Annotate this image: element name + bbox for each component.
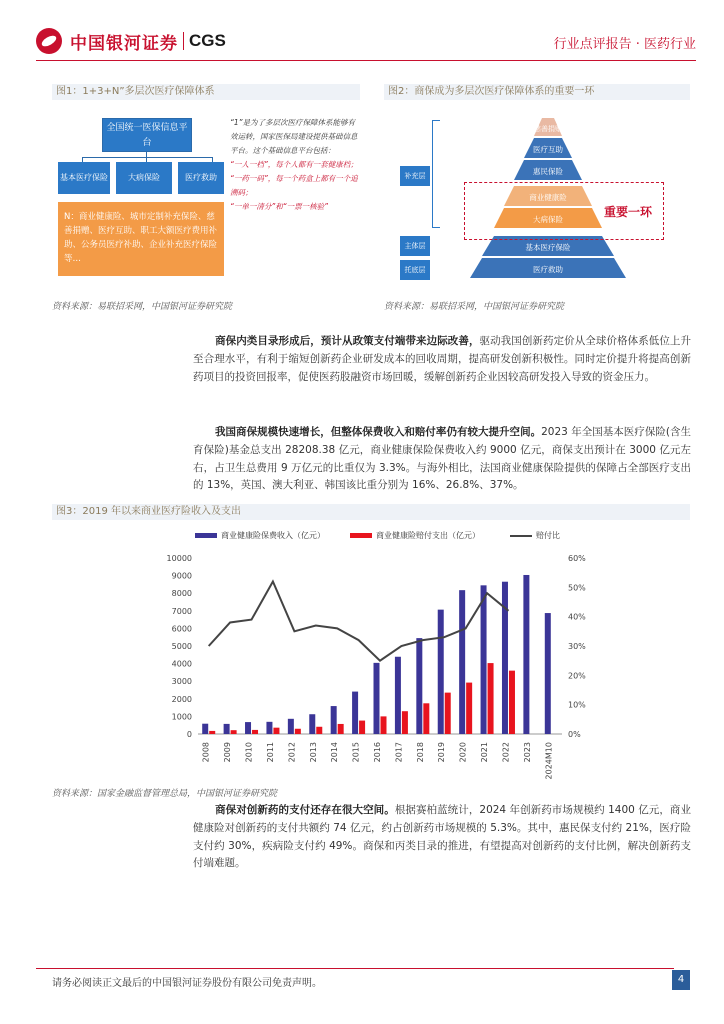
legend-swatch — [350, 533, 372, 538]
pyramid-label: 医疗互助 — [533, 145, 563, 154]
pyramid-label: 慈善捐赠 — [534, 125, 562, 133]
bar-payout — [295, 729, 301, 734]
page-number: 4 — [672, 970, 690, 990]
bar-premium — [416, 638, 422, 734]
bar-payout — [509, 671, 515, 734]
bar-premium — [352, 692, 358, 734]
y-left-tick-label: 6000 — [171, 624, 192, 634]
paragraph-3 — [193, 802, 691, 876]
y-left-tick-label: 9000 — [171, 571, 192, 581]
footer-disclaimer: 请务必阅读正文最后的中国银河证券股份有限公司免责声明。 — [52, 978, 322, 989]
x-tick-label: 2012 — [287, 742, 297, 763]
fig2-side-supplement: 补充层 — [400, 166, 430, 186]
y-left-tick-label: 4000 — [171, 659, 192, 669]
chart-plot — [150, 544, 600, 784]
fig1-desc-2: “一人一档”，每个人都有一套健康档； — [230, 160, 358, 169]
y-left-tick-label: 7000 — [171, 606, 192, 616]
x-tick-label: 2011 — [265, 742, 275, 763]
bar-premium — [395, 657, 401, 734]
y-right-tick-label: 50% — [568, 583, 586, 593]
logo-cn-text: 中国银河证券 — [70, 33, 178, 54]
pyramid-label: 商业健康险 — [529, 193, 567, 202]
y-right-tick-label: 30% — [568, 642, 586, 651]
y-left-tick-label: 3000 — [171, 677, 192, 687]
bar-payout — [252, 730, 258, 734]
y-left-tick-label: 8000 — [171, 589, 192, 599]
bar-payout — [273, 728, 279, 734]
company-logo — [36, 28, 226, 54]
fig3-title: 图3：2019 年以来商业医疗险收入及支出 — [52, 504, 690, 520]
x-tick-label: 2019 — [437, 742, 447, 763]
legend-swatch — [510, 535, 532, 537]
pyramid-label: 基本医疗保险 — [525, 243, 571, 252]
fig1-description — [230, 116, 358, 214]
paragraph-2 — [193, 424, 691, 498]
bar-payout — [488, 663, 494, 734]
bar-payout — [381, 716, 387, 734]
fig1-desc-3: “一药一码”，每一个药盒上都有一个追溯码； — [230, 174, 358, 197]
bar-premium — [224, 724, 230, 734]
para2-text: 2023 年全国基本医疗保险(含生育保险)基金总支出 28208.38 亿元，商业健康保险保费收入约 9000 亿元，商保支出预计在 3000 亿元左右，占卫生总费用 9 万亿元的比重仅为 3.3%。与海外相比，法国商业健康保险提供的保障占全部医疗支出的 13%，英国、澳大利亚、韩国该比重分别为 16%、26.8%、37%。 — [193, 426, 692, 492]
bar-premium — [545, 613, 551, 734]
x-tick-label: 2018 — [415, 742, 425, 763]
fig1-medical-aid-box: 医疗救助 — [178, 162, 224, 194]
page-header — [0, 0, 724, 60]
y-right-tick-label: 0% — [568, 730, 581, 739]
legend-label: 商业健康险赔付支出（亿元） — [376, 531, 480, 540]
y-left-tick-label: 2000 — [171, 694, 192, 704]
bar-premium — [523, 575, 529, 734]
fig2-title: 图2：商保成为多层次医疗保障体系的重要一环 — [384, 84, 690, 100]
x-tick-label: 2014 — [330, 742, 340, 763]
legend-label: 赔付比 — [536, 531, 560, 540]
fig2-bracket — [432, 120, 440, 228]
x-tick-label: 2015 — [351, 742, 361, 763]
fig1-desc-1: “1”是为了多层次医疗保障体系能够有效运转，国家医保局建设提供基础信息平台。这个基础信息平台包括： — [230, 118, 358, 155]
x-tick-label: 2016 — [373, 742, 382, 763]
fig1-major-illness-box: 大病保险 — [116, 162, 172, 194]
footer-divider — [36, 968, 674, 969]
fig1-title: 图1：1+3+N”多层次医疗保障体系 — [52, 84, 360, 100]
fig3-chart — [150, 530, 600, 780]
fig1-source: 资料来源：易联招采网，中国银河证券研究院 — [52, 302, 233, 312]
fig3-source: 资料来源：国家金融监督管理总局，中国银河证券研究院 — [52, 789, 278, 799]
x-tick-label: 2024M10 — [544, 742, 554, 780]
logo-separator — [183, 32, 184, 50]
x-tick-label: 2022 — [501, 742, 511, 763]
pyramid-label: 医疗救助 — [533, 265, 563, 274]
fig1-n-box: N：商业健康险、城市定制补充保险、慈善捐赠、医疗互助、职工大额医疗费用补助、公务员医疗补助、企业补充医疗保险等… — [58, 202, 224, 276]
y-right-tick-label: 40% — [568, 612, 586, 622]
legend-item-premium — [195, 530, 325, 541]
bar-payout — [209, 731, 215, 734]
para3-bold: 商保对创新药的支付还存在很大空间。 — [215, 804, 395, 816]
header-divider — [36, 60, 696, 61]
bar-premium — [288, 719, 294, 734]
para1-text: 驱动我国创新药定价从全球价格体系低位上升至合理水平，有利于缩短创新药企业研发成本的回收周期，提高研发创新积极性。同时定价提升将提高创新药项目的投资回报率，促使医药股融资市场回暖，缓解创新药企业因较高研发投入导致的资金压力。 — [193, 335, 692, 383]
bar-payout — [316, 727, 322, 734]
fig2-side-base: 托底层 — [400, 260, 430, 280]
x-tick-label: 2008 — [201, 742, 211, 763]
logo-icon — [36, 28, 62, 54]
x-tick-label: 2013 — [308, 742, 318, 763]
bar-premium — [245, 722, 251, 734]
bar-premium — [374, 663, 380, 734]
legend-item-payout — [350, 530, 480, 541]
legend-item-ratio — [510, 530, 560, 541]
fig1-desc-4: “一单一清分”和“一票一核验” — [230, 202, 329, 211]
bar-premium — [202, 724, 208, 734]
pyramid-label: 惠民保险 — [533, 167, 563, 176]
fig2-diagram — [392, 110, 672, 295]
connector — [82, 157, 212, 158]
fig2-side-main: 主体层 — [400, 236, 430, 256]
y-left-tick-label: 1000 — [171, 712, 192, 722]
para3-text: 根据赛柏蓝统计，2024 年创新药市场规模约 1400 亿元，商业健康险对创新药的支付共额约 74 亿元，约占创新药市场规模的 5.3%。其中，惠民保支付约 21%，医疗险支付约 30%，疾病险支付约 49%。商保和丙类目录的推进，有望提高对创新药的支付比例，解决创新药支付端难题。 — [193, 804, 692, 870]
fig1-platform-box: 全国统一医保信息平台 — [102, 118, 192, 152]
legend-label: 商业健康险保费收入（亿元） — [221, 531, 325, 540]
paragraph-1 — [193, 333, 691, 407]
bar-payout — [423, 703, 429, 734]
y-left-tick-label: 10000 — [166, 554, 192, 563]
y-left-tick-label: 5000 — [171, 642, 192, 651]
x-tick-label: 2010 — [244, 742, 254, 763]
x-tick-label: 2021 — [480, 742, 490, 763]
bar-premium — [266, 722, 272, 734]
x-tick-label: 2023 — [522, 742, 532, 763]
x-tick-label: 2020 — [458, 742, 468, 763]
bar-payout — [338, 724, 344, 734]
fig1-diagram — [58, 110, 358, 295]
bar-payout — [402, 711, 408, 734]
bar-payout — [466, 683, 472, 734]
bar-premium — [502, 582, 508, 734]
bar-premium — [481, 585, 487, 734]
bar-premium — [459, 590, 465, 734]
fig2-source: 资料来源：易联招采网，中国银河证券研究院 — [384, 302, 565, 312]
y-right-tick-label: 60% — [568, 554, 586, 563]
x-tick-label: 2017 — [394, 742, 404, 763]
bar-payout — [231, 730, 237, 734]
y-right-tick-label: 10% — [568, 700, 586, 710]
para2-bold: 我国商保规模快速增长，但整体保费收入和赔付率仍有较大提升空间。 — [215, 426, 542, 438]
bar-premium — [438, 610, 444, 734]
y-left-tick-label: 0 — [186, 730, 192, 739]
fig2-important-label: 重要一环 — [604, 205, 653, 219]
bar-premium — [331, 706, 337, 734]
x-tick-label: 2009 — [223, 742, 233, 763]
legend-swatch — [195, 533, 217, 538]
y-right-tick-label: 20% — [568, 671, 586, 681]
logo-en-text: CGS — [189, 31, 226, 50]
para1-bold: 商保内类目录形成后，预计从政策支付端带来边际改善， — [215, 335, 480, 347]
pyramid-label: 大病保险 — [533, 215, 563, 224]
fig1-basic-insurance-box: 基本医疗保险 — [58, 162, 110, 194]
bar-payout — [445, 693, 451, 734]
report-type: 行业点评报告 · 医药行业 — [553, 37, 696, 52]
bar-premium — [309, 714, 315, 734]
bar-payout — [359, 721, 365, 734]
